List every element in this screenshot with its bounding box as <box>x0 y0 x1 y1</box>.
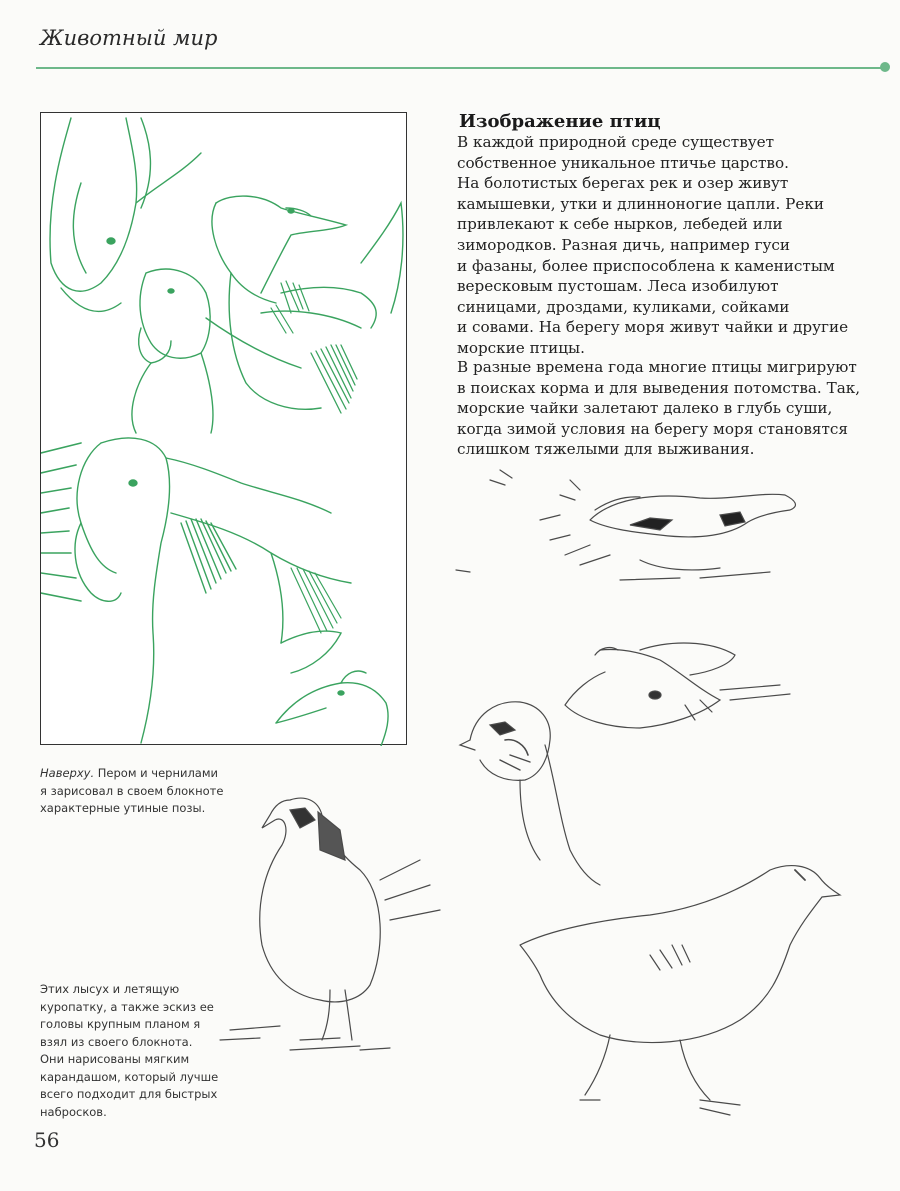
text-line: в поисках корма и для выведения потомства. Так, <box>457 378 861 397</box>
text-line: и фазаны, более приспособлена к каменистым <box>457 256 835 275</box>
header-rule <box>36 67 886 69</box>
caption-line: куропатку, а также эскиз ее <box>40 999 214 1014</box>
text-line: и совами. На берегу моря живут чайки и другие <box>457 318 849 337</box>
caption-label: Наверху. <box>40 766 95 780</box>
caption-bottom <box>40 981 250 1121</box>
text-line: морские чайки залетают далеко в глубь суши, <box>457 399 833 418</box>
caption-line: я зарисовал в своем блокноте <box>40 783 224 798</box>
caption-line: Этих лысух и летящую <box>40 982 180 996</box>
article-paragraph-1 <box>457 132 852 359</box>
page-number: 56 <box>34 1128 60 1152</box>
text-line: слишком тяжелыми для выживания. <box>457 440 755 459</box>
text-line: когда зимой условия на берегу моря становятся <box>457 419 848 438</box>
caption-line: взял из своего блокнота. <box>40 1034 193 1049</box>
text-line: собственное уникальное птичье царство. <box>457 153 789 172</box>
caption-line: головы крупным планом я <box>40 1017 201 1031</box>
caption-line: характерные утиные позы. <box>40 801 206 815</box>
text-line: морские птицы. <box>457 338 585 357</box>
article-heading: Изображение птиц <box>459 111 661 132</box>
text-line: привлекают к себе нырков, лебедей или <box>457 215 783 234</box>
article-paragraph-2 <box>457 357 861 460</box>
header-rule-end <box>880 62 890 72</box>
text-line: На болотистых берегах рек и озер живут <box>457 174 789 193</box>
caption-text: Пером и чернилами <box>94 766 219 780</box>
caption-line <box>40 765 250 783</box>
text-line: зимородков. Разная дичь, например гуси <box>457 235 791 254</box>
duck-sketch-illustration <box>40 112 407 745</box>
text-line: В разные времена года многие птицы мигрируют <box>457 358 857 376</box>
section-title: Животный мир <box>40 26 218 50</box>
text-line: В каждой природной среде существует <box>457 133 775 151</box>
text-line: вересковым пустошам. Леса изобилуют <box>457 277 779 296</box>
caption-top <box>40 765 250 818</box>
caption-line: всего подходит для быстрых <box>40 1087 218 1101</box>
caption-line: Они нарисованы мягким <box>40 1052 190 1066</box>
caption-line: карандашом, который лучше <box>40 1069 219 1084</box>
text-line: камышевки, утки и длинноногие цапли. Реки <box>457 194 824 213</box>
caption-line: набросков. <box>40 1104 107 1119</box>
text-line: синицами, дроздами, куликами, сойками <box>457 297 790 316</box>
